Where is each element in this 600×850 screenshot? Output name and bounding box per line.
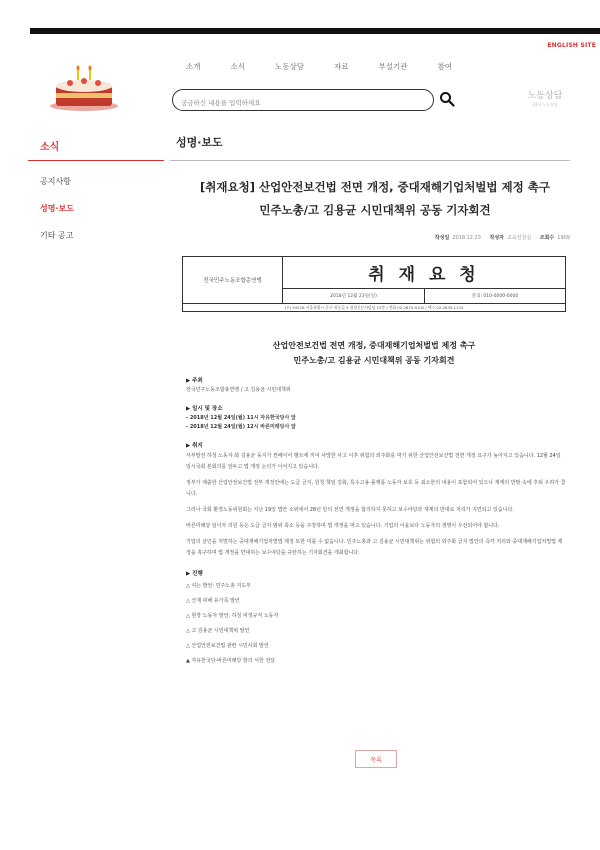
- labor-consult-link[interactable]: [520, 88, 570, 108]
- sidebar-divider: [28, 160, 164, 161]
- program-item: ▲ 자유한국당·바른미래당 항의 서한 전달: [186, 658, 276, 664]
- purpose-heading: ▶ 취지: [186, 443, 203, 449]
- datetime-line-1: - 2018년 12월 24일(월) 11시 자유한국당사 앞: [186, 415, 296, 421]
- page-title-divider: [170, 160, 570, 161]
- sidebar-title: 소식: [40, 142, 60, 153]
- post-author: 교육선전실: [507, 235, 532, 241]
- post-date: 2018.12.23: [452, 235, 481, 241]
- nav-item-about[interactable]: 소개: [186, 62, 201, 71]
- press-title-line2: 민주노총/고 김용균 시민대책위 공동 기자회견: [293, 356, 455, 365]
- english-site-link[interactable]: ENGLISH SITE: [547, 42, 596, 49]
- purpose-paragraph-2: 정부가 제출한 산업안전보건법 전부 개정안에는 도급 금지, 원청 책임 강화, 특수고용·플랫폼 노동자 보호 등 최소한의 내용이 포함되어 있으나 재계의 반발 속에 후퇴 우려가 큽니다.: [186, 480, 566, 497]
- page-title: 성명·보도: [176, 136, 223, 149]
- letterhead-date: 2018년 12월 23일(일): [283, 289, 425, 303]
- view-count: 1909: [557, 235, 570, 241]
- purpose-paragraph-3: 그러나 국회 환경노동위원회는 지난 19일 법안 소위에서 28년 만의 전면 개정을 합의하지 못하고 보수야당과 재계의 반대로 처리가 지연되고 있습니다.: [186, 507, 514, 513]
- letterhead-heading: 취 재 요 청: [283, 257, 565, 289]
- search-box: [172, 89, 434, 111]
- program-heading: ▶ 진행: [186, 571, 203, 577]
- article-meta: [170, 234, 570, 241]
- host-text: 전국민주노동조합총연맹 / 고 김용균 시민대책위: [186, 387, 291, 393]
- purpose-paragraph-5: 기업의 살인을 처벌하는 중대재해기업처벌법 제정 또한 미룰 수 없습니다. 민주노총과 고 김용균 시민대책위는 위험의 외주화 금지 법안의 즉각 처리와 중대재해기업처벌법 제정을 촉구하며 법 개정을 반대하는 보수야당을 규탄하는 기자회견을 개최합니다.: [186, 539, 563, 556]
- sidebar-item-notices[interactable]: 공지사항: [40, 177, 71, 186]
- program-item: △ 현장 노동자 발언: 하청 비정규직 노동자: [186, 613, 279, 619]
- nav-item-resources[interactable]: 자료: [333, 62, 349, 71]
- datetime-line-2: - 2018년 12월 24일(월) 12시 바른미래당사 앞: [186, 424, 296, 430]
- article-title: [182, 176, 568, 222]
- nav-item-news[interactable]: 소식: [230, 62, 245, 71]
- program-item: △ 고 김용균 시민대책위 발언: [186, 628, 250, 634]
- program-item: △ 산업안전보건법 관련 시민사회 발언: [186, 643, 269, 649]
- nav-item-affiliates[interactable]: 부설기관: [378, 62, 408, 71]
- program-item: △ 산재 피해 유가족 발언: [186, 598, 240, 604]
- sidebar-menu: [40, 176, 74, 257]
- nav-item-participation[interactable]: 참여: [437, 62, 452, 71]
- press-release-title: [182, 338, 566, 368]
- sidebar-item-other-notices[interactable]: 기타 공고: [40, 231, 74, 240]
- search-input[interactable]: [181, 94, 421, 112]
- purpose-paragraph-1: 서부발전 하청 노동자 故 김용균 동지가 컨베이어 벨트에 끼여 사망한 사고 이후 위험의 외주화를 막기 위한 산업안전보건법 전면 개정 요구가 높아지고 있습니다. 12월 24일 임시국회 본회의를 앞두고 법 개정 논의가 이어지고 있습니다.: [186, 453, 561, 470]
- top-black-bar: [30, 28, 600, 34]
- search-icon[interactable]: [439, 91, 455, 107]
- labor-consult-sub: 24시 노동상담: [532, 102, 558, 107]
- author-label: 작성자: [489, 235, 505, 241]
- letterhead-org: 전국민주노동조합총연맹: [183, 257, 283, 303]
- program-item: △ 여는 발언: 민주노총 지도부: [186, 583, 252, 589]
- datetime-heading: ▶ 일시 및 장소: [186, 406, 223, 412]
- purpose-paragraph-4: 바른미래당 임이자 의원 등은 도급 금지 범위 축소 등을 주장하며 법 개정을 막고 있습니다. 기업의 이윤보다 노동자의 생명이 우선되어야 합니다.: [186, 523, 500, 529]
- letterhead-address: (우) 04518 서울특별시 중구 정동길 3 경향신문사빌딩 13층 / 전화 02-2670-9100 / 팩스 02-2635-1134: [183, 303, 565, 312]
- global-nav: [186, 61, 482, 72]
- views-label: 조회수: [539, 235, 555, 241]
- site-logo[interactable]: [44, 62, 124, 112]
- host-heading: ▶ 주최: [186, 378, 203, 384]
- press-letterhead: [182, 256, 566, 312]
- sidebar-item-statements[interactable]: 성명·보도: [40, 204, 74, 213]
- article-title-line2: 민주노총/고 김용균 시민대책위 공동 기자회견: [259, 203, 491, 217]
- article-title-line1: [취재요청] 산업안전보건법 전면 개정, 중대재해기업처벌법 제정 촉구: [200, 180, 550, 194]
- press-release-body: [186, 376, 566, 669]
- labor-consult-label: 노동상담: [527, 91, 563, 101]
- cake-logo-icon: [44, 62, 124, 112]
- list-button[interactable]: 목록: [355, 750, 397, 768]
- date-label: 작성일: [434, 235, 450, 241]
- letterhead-contact: 문의: 010-0000-0000: [471, 294, 519, 299]
- nav-item-labor-consult[interactable]: 노동상담: [275, 62, 304, 71]
- press-title-line1: 산업안전보건법 전면 개정, 중대재해기업처벌법 제정 촉구: [272, 341, 476, 350]
